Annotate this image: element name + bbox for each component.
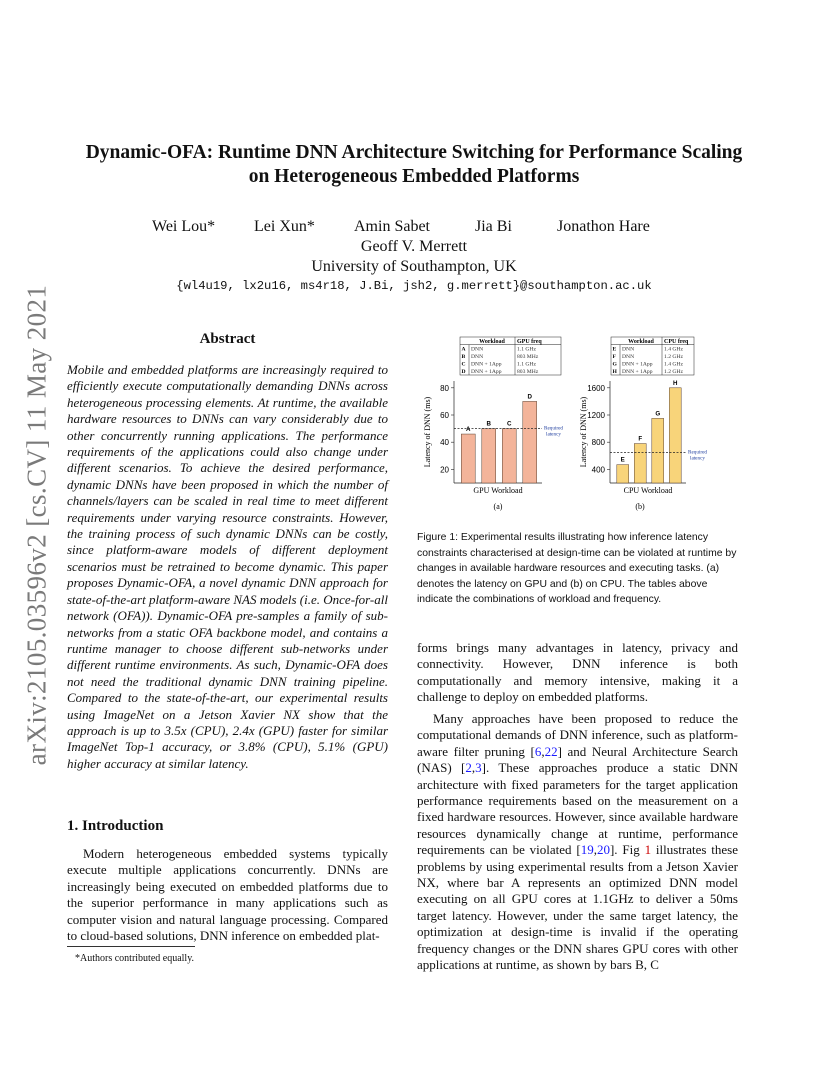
x-axis-label: CPU Workload xyxy=(623,486,673,495)
title-line-1: Dynamic-OFA: Runtime DNN Architecture Switching for Performance Scaling xyxy=(85,142,743,163)
citation-link[interactable]: 6 xyxy=(534,743,542,759)
intro-paragraph-2: Many approaches have been proposed to reduce the computational demands of DNN inference, such as platform-aware filter pruning [6,22] and Neural Architecture Search (NAS) [2,3]. These approaches produce a static DNN architecture with fixed parameters for the target application performance requirements based on the measurement on a fixed hardware resources. However, since available hardware resources dynamically change at runtime, performance requirements can be violated [19,20]. Fig 1 illustrates these problems by using experimental results from a Jetson Xavier NX, where bar A represents an optimized DNN model executing on all GPU cores at 1.1GHz to deliver a 50ms target latency. However, under the same target latency, the optimization at design-time is invalid if the operating frequency changes or the DNN shares GPU cores with other applications at runtime, as shown by bars B, C xyxy=(417,711,738,973)
paper-title xyxy=(40,141,788,189)
table-cell: 1.2 GHz xyxy=(664,369,683,376)
required-latency-label: Required xyxy=(544,425,564,432)
p2-text-e: illustrates these problems by using experimental results from a Jetson Xavier NX, where bar A represents an optimized DNN model executing on all GPU cores at 1.1GHz to deliver a 50ms target latency. However, under the same target latency, the optimization at design-time is invalid if the operating frequency changes or the DNN shares GPU cores with other applications at runtime, as shown by bars B, C xyxy=(417,842,738,973)
table-cell: DNN xyxy=(471,346,484,353)
panel-label: (a) xyxy=(493,502,503,511)
bar-label: E xyxy=(620,456,625,464)
arxiv-sidebar xyxy=(16,284,58,766)
bar-label: G xyxy=(655,410,661,418)
table-header: GPU freq xyxy=(517,338,542,345)
bar xyxy=(523,401,537,483)
table-cell: DNN xyxy=(622,354,635,360)
figure-reference-link[interactable]: 1 xyxy=(644,842,652,858)
bar xyxy=(502,429,516,483)
table-header: CPU freq xyxy=(664,338,689,345)
citation-link[interactable]: 2 xyxy=(465,760,472,776)
panel-b xyxy=(579,337,707,511)
footnote-rule xyxy=(67,946,195,947)
figure-1 xyxy=(418,333,748,518)
citation-link[interactable]: 22 xyxy=(544,743,558,759)
author-2: Lei Xun* xyxy=(254,218,315,235)
table-cell: DNN + 1App xyxy=(471,369,502,376)
table-cell: C xyxy=(461,361,466,368)
table-cell: DNN + 1App xyxy=(622,369,653,376)
table-cell: E xyxy=(612,346,617,353)
table-cell: B xyxy=(461,354,466,360)
affiliation: University of Southampton, UK xyxy=(311,258,517,275)
bar xyxy=(634,444,646,483)
bar xyxy=(482,429,496,483)
x-axis-label: GPU Workload xyxy=(473,486,523,495)
bar-label: A xyxy=(466,426,471,434)
bar-label: C xyxy=(507,420,512,428)
bar xyxy=(617,465,629,483)
author-5: Jonathon Hare xyxy=(557,218,650,235)
table-cell: 1.1 GHz xyxy=(517,346,536,353)
panel-label: (b) xyxy=(635,502,645,511)
y-tick-label: 60 xyxy=(440,411,449,420)
table-cell: H xyxy=(612,369,617,376)
author-1: Wei Lou* xyxy=(152,218,216,235)
figure-caption: Figure 1: Experimental results illustrating how inference latency constraints characterised at design-time can be violated at runtime by changes in available hardware resources and executing tasks. (a) denotes the latency on GPU and (b) on CPU. The tables above indicate the combinations of workload and frequency. xyxy=(417,532,737,605)
table-cell: F xyxy=(612,354,616,360)
table-cell: DNN + 1App xyxy=(622,361,653,368)
table-cell: 1.4 GHz xyxy=(664,361,683,368)
required-latency-label: Required xyxy=(688,449,708,456)
y-tick-label: 20 xyxy=(440,465,449,475)
bar-label: D xyxy=(527,393,532,401)
abstract-heading: Abstract xyxy=(199,331,256,347)
p2-text-b: ] and Neural Architecture Search (NAS) [ xyxy=(417,743,738,776)
bar xyxy=(461,434,475,483)
y-tick-label: 400 xyxy=(591,465,605,475)
table-cell: 803 MHz xyxy=(517,354,539,360)
bar xyxy=(652,418,664,483)
citation-link[interactable]: 3 xyxy=(475,760,482,776)
author-3: Amin Sabet xyxy=(354,218,430,235)
p2-text-a: Many approaches have been proposed to reduce the computational demands of DNN inference, such as platform-aware filter pruning [ xyxy=(417,711,738,759)
table-header: Workload xyxy=(479,338,505,345)
required-latency-label: latency xyxy=(546,431,561,438)
table-header: Workload xyxy=(628,338,654,345)
y-tick-label: 80 xyxy=(440,383,449,393)
table-cell: G xyxy=(612,361,617,368)
y-tick-label: 1600 xyxy=(587,383,605,393)
y-axis-label: Latency of DNN (ms) xyxy=(579,396,588,468)
bar xyxy=(669,388,681,483)
author-emails: {wl4u19, lx2u16, ms4r18, J.Bi, jsh2, g.merrett}@southampton.ac.uk xyxy=(176,279,652,293)
abstract-text: Mobile and embedded platforms are increasingly required to efficiently execute computationally demanding DNNs across heterogeneous processing elements. At runtime, the available hardware resources to DNNs can vary considerably due to other concurrently running applications. The performance requirements of the applications could also change under different scenarios. To achieve the desired performance, dynamic DNNs have been proposed in which the number of channels/layers can be scaled in real time to meet different requirements under varying resource constraints. However, the training process of such dynamic DNNs can be costly, since platform-aware models of different deployment scenarios must be retrained to become dynamic. This paper proposes Dynamic-OFA, a novel dynamic DNN approach for state-of-the-art platform-aware NAS models (i.e. Once-for-all network (OFA)). Dynamic-OFA pre-samples a family of sub-networks from a static OFA backbone model, and contains a runtime manager to choose different sub-networks under different runtime environments. As such, Dynamic-OFA does not need the traditional dynamic DNN training pipeline. Compared to the state-of-the-art, our experimental results using ImageNet on a Jetson Xavier NX show that the approach is up to 3.5x (CPU), 2.4x (GPU) faster for similar ImageNet Top-1 accuracy, or 3.8% (CPU), 5.1% (GPU) higher accuracy at similar latency. xyxy=(67,362,388,771)
p2-text-d: ]. Fig xyxy=(609,842,645,858)
table-cell: 1.2 GHz xyxy=(664,354,683,360)
intro-heading: 1. Introduction xyxy=(67,818,164,834)
y-tick-label: 800 xyxy=(591,438,605,448)
bar-label: F xyxy=(638,435,643,443)
author-6: Geoff V. Merrett xyxy=(360,238,468,255)
table-cell: DNN xyxy=(622,346,635,353)
panel-a xyxy=(423,337,563,511)
table-cell: 803 MHz xyxy=(517,369,539,376)
bar-label: B xyxy=(486,420,491,428)
p2-text-c: ]. These approaches produce a static DNN architecture with fixed parameters for the target application performance requirements based on the measurement on a fixed hardware resources. However, since available hardware resources dynamically change at runtime, performance requirements can be violated [ xyxy=(417,760,738,858)
table-cell: 1.1 GHz xyxy=(517,361,536,368)
table-cell: DNN xyxy=(471,354,484,360)
title-line-2: on Heterogeneous Embedded Platforms xyxy=(248,166,580,187)
author-4: Jia Bi xyxy=(475,218,512,235)
required-latency-label: latency xyxy=(690,455,705,462)
intro-continued: forms brings many advantages in latency, privacy and connectivity. However, DNN inference is both computationally and memory intensive, making it a challenge to deploy on embedded platforms. xyxy=(417,640,738,705)
table-cell: DNN + 1App xyxy=(471,361,502,368)
table-cell: A xyxy=(461,346,466,353)
table-cell: 1.4 GHz xyxy=(664,346,683,353)
footnote: *Authors contributed equally. xyxy=(75,953,195,964)
y-axis-label: Latency of DNN (ms) xyxy=(423,396,432,468)
intro-paragraph-1: Modern heterogeneous embedded systems typically execute multiple applications concurrently. DNNs are increasingly being executed on embedded platforms due to the superior performance in many applications such as computer vision and natural language processing. Compared to cloud-based solutions, DNN inference on embedded plat- xyxy=(67,846,388,944)
bar-label: H xyxy=(673,379,678,387)
arxiv-identifier: arXiv:2105.03596v2 [cs.CV] 11 May 2021 xyxy=(21,284,52,766)
y-tick-label: 1200 xyxy=(587,411,605,420)
table-cell: D xyxy=(461,369,466,376)
y-tick-label: 40 xyxy=(440,438,449,448)
citation-link[interactable]: 19 xyxy=(580,842,594,858)
citation-link[interactable]: 20 xyxy=(596,842,610,858)
